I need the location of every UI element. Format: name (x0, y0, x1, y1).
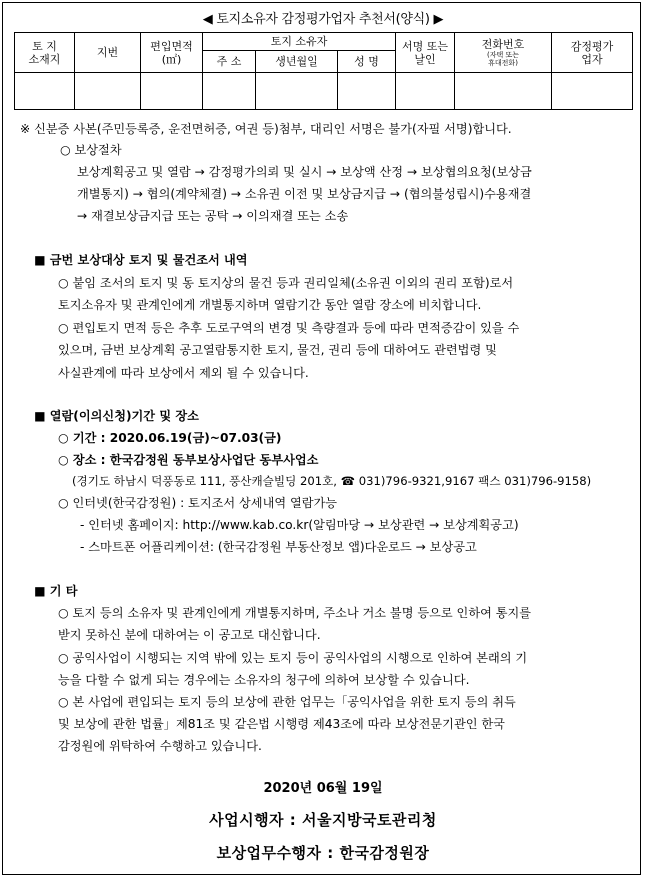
section-heading-inspection: ■ 열람(이의신청)기간 및 장소 (34, 409, 199, 423)
cell-birthdate[interactable] (256, 73, 338, 110)
section1-line: ○ 붙임 조서의 토지 및 동 토지상의 물건 등과 권리일체(소유권 이외의 권리 포함)로서 (58, 276, 514, 290)
header-lot-number: 지번 (75, 33, 141, 73)
header-location: 토 지 소재지 (15, 33, 75, 73)
section-heading-other: ■ 기 타 (34, 584, 78, 598)
section3-line: ○ 본 사업에 편입되는 토지 등의 보상에 관한 업무는「공익사업을 위한 토지 등의 취득 (58, 695, 516, 709)
section-heading-targets: ■ 금번 보상대상 토지 및 물건조서 내역 (34, 253, 248, 267)
section3-line: 능을 다할 수 없게 되는 경우에는 소유자의 청구에 의하여 보상할 수 있습니다. (58, 673, 470, 687)
cell-signature[interactable] (396, 73, 455, 110)
procedure-line: 개별통지) → 협의(계약체결) → 소유권 이전 및 보상금지급 → (협의불성립시)수용재결 (77, 187, 532, 201)
section1-line: 있으며, 금번 보상계획 공고열람통지한 토지, 물건, 권리 등에 대하여도 관련법령 및 (58, 343, 497, 357)
section3-line: 및 보상에 관한 법률」제81조 및 같은법 시행령 제43조에 따라 보상전문기관인 한국 (58, 717, 505, 731)
section3-line: ○ 토지 등의 소유자 및 관계인에게 개별통지하며, 주소나 거소 불명 등으로 인하여 통지를 (58, 606, 532, 620)
header-name: 성 명 (338, 51, 396, 73)
header-phone: 전화번호 (자택 또는 휴대전화) (455, 33, 552, 73)
internet-notice: ○ 인터넷(한국감정원) : 토지조서 상세내역 열람가능 (58, 496, 338, 510)
form-title: ◀ 토지소유자 감정평가업자 추천서(양식) ▶ (202, 12, 444, 27)
header-address: 주 소 (203, 51, 256, 73)
header-signature: 서명 또는 날인 (396, 33, 455, 73)
section1-line: ○ 편입토지 면적 등은 추후 도로구역의 변경 및 측량결과 등에 따라 면적증감이 있을 수 (58, 321, 520, 335)
procedure-title: ○ 보상절차 (60, 143, 122, 157)
procedure-line: → 재결보상금지급 또는 공탁 → 이의재결 또는 소송 (77, 209, 349, 223)
form-entry-row (15, 73, 633, 110)
project-executor: 사업시행자 : 서울지방국토관리청 (209, 811, 437, 829)
notice-date: 2020년 06월 19일 (263, 781, 383, 796)
header-appraiser: 감정평가 업자 (552, 33, 633, 73)
cell-appraiser[interactable] (552, 73, 633, 110)
cell-address[interactable] (203, 73, 256, 110)
cell-phone[interactable] (455, 73, 552, 110)
compensation-agent: 보상업무수행자 : 한국감정원장 (216, 844, 430, 862)
mobile-app-note: - 스마트폰 어플리케이션: (한국감정원 부동산정보 앱)다운로드 → 보상공고 (80, 540, 477, 554)
phone-note: (자택 또는 휴대전화) (487, 51, 520, 67)
cell-location[interactable] (15, 73, 75, 110)
inspection-period: ○ 기간 : 2020.06.19(금)~07.03(금) (58, 431, 282, 445)
section1-line: 토지소유자 및 관계인에게 개별통지하며 열람기간 동안 열람 장소에 비치합니다. (58, 298, 482, 312)
homepage-link[interactable]: - 인터넷 홈페이지: http://www.kab.co.kr(알림마당 → 보상관련 → 보상계획공고) (80, 518, 519, 532)
cell-lot-number[interactable] (75, 73, 141, 110)
cell-name[interactable] (338, 73, 396, 110)
section1-line: 사실관계에 따라 보상에서 제외 될 수 있습니다. (58, 366, 309, 380)
header-area: 편입면적 (㎡) (141, 33, 203, 73)
procedure-line: 보상계획공고 및 열람 → 감정평가의뢰 및 실시 → 보상액 산정 → 보상협의요청(보상금 (77, 165, 532, 179)
id-document-note: ※ 신분증 사본(주민등록증, 운전면허증, 여권 등)첨부, 대리인 서명은 불가(자필 서명)합니다. (20, 122, 512, 136)
inspection-place: ○ 장소 : 한국감정원 동부보상사업단 동부사업소 (58, 453, 319, 467)
section3-line: ○ 공익사업이 시행되는 지역 밖에 있는 토지 등이 공익사업의 시행으로 인하여 본래의 기 (58, 651, 528, 665)
section3-line: 감정원에 위탁하여 수행하고 있습니다. (58, 739, 262, 753)
header-owner: 토지 소유자 (203, 33, 396, 51)
recommendation-form-table (14, 32, 633, 110)
header-birthdate: 생년월일 (256, 51, 338, 73)
cell-area[interactable] (141, 73, 203, 110)
inspection-address: (경기도 하남시 덕풍동로 111, 풍산캐슬빌딩 201호, ☎ 031)796-9321,9167 팩스 031)796-9158) (72, 474, 592, 488)
section3-line: 받지 못하신 분에 대하여는 이 공고로 대신합니다. (58, 628, 321, 642)
